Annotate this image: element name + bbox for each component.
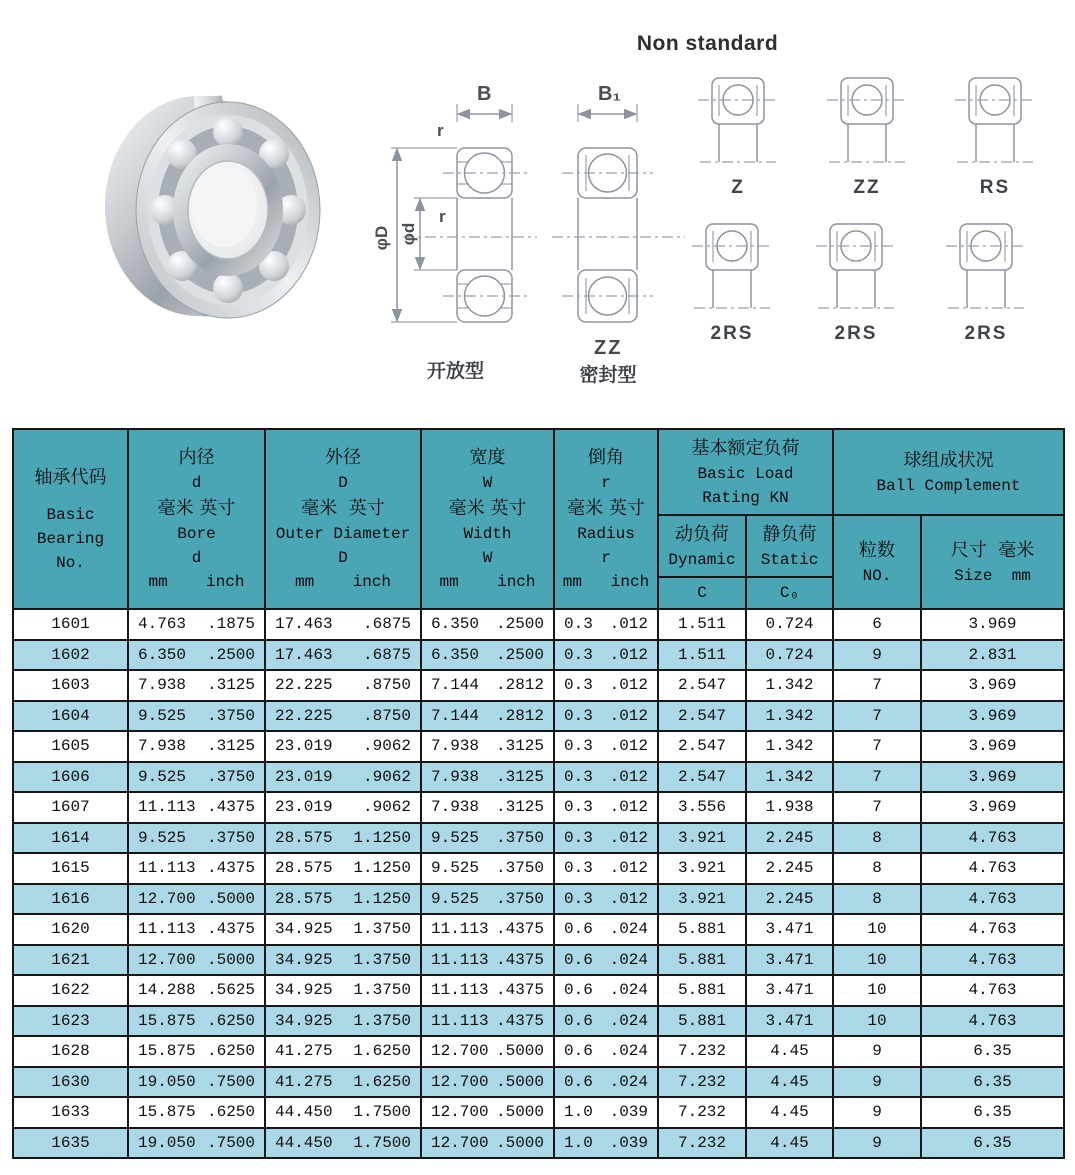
header-width-zh: 宽度: [469, 447, 506, 468]
cell-ball-size: 4.763: [921, 975, 1064, 1006]
variant-2rs-2-label: 2RS: [834, 323, 878, 344]
cell-ball-count: 9: [833, 640, 921, 671]
cell-dynamic-load: 7.232: [658, 1097, 746, 1128]
cell-width: 6.350 .2500: [421, 609, 554, 640]
cell-bearing-no: 1602: [13, 640, 128, 671]
header-outer-en: Outer Diameter: [275, 525, 411, 543]
cell-dynamic-load: 1.511: [658, 640, 746, 671]
cell-dynamic-load: 2.547: [658, 670, 746, 701]
cell-radius: 0.3 .012: [554, 884, 658, 915]
cell-static-load: 3.471: [746, 945, 833, 976]
header-radius-en: Radius: [577, 525, 635, 543]
cell-radius: 0.6 .024: [554, 1067, 658, 1098]
cell-outer-diameter: 23.019 .9062: [265, 762, 421, 793]
variant-2rs-3-label: 2RS: [964, 323, 1008, 344]
cell-ball-size: 3.969: [921, 670, 1064, 701]
cell-dynamic-load: 5.881: [658, 975, 746, 1006]
cell-bore: 14.288 .5625: [128, 975, 265, 1006]
cell-radius: 0.6 .024: [554, 1006, 658, 1037]
header-bore-zh: 内径: [178, 447, 215, 468]
cell-ball-size: 3.969: [921, 731, 1064, 762]
header-static: [746, 515, 833, 577]
cell-dynamic-load: 7.232: [658, 1036, 746, 1067]
cell-radius: 0.6 .024: [554, 975, 658, 1006]
cell-width: 11.113 .4375: [421, 975, 554, 1006]
cell-ball-count: 10: [833, 945, 921, 976]
cell-dynamic-load: 2.547: [658, 731, 746, 762]
cell-radius: 0.3 .012: [554, 823, 658, 854]
table-row: [13, 1036, 1064, 1067]
cell-bearing-no: 1615: [13, 853, 128, 884]
variant-zz: [827, 74, 907, 199]
non-standard-title: Non standard: [636, 32, 779, 55]
cell-bore: 12.700 .5000: [128, 945, 265, 976]
dim-phiD-label: φD: [372, 225, 391, 251]
cell-bearing-no: 1622: [13, 975, 128, 1006]
header-bore: [128, 429, 265, 609]
cell-width: 7.938 .3125: [421, 731, 554, 762]
cell-width: 9.525 .3750: [421, 823, 554, 854]
header-balls-en: Ball Complement: [876, 476, 1021, 495]
cell-width: 7.144 .2812: [421, 701, 554, 732]
cell-outer-diameter: 34.925 1.3750: [265, 914, 421, 945]
cell-bearing-no: 1605: [13, 731, 128, 762]
header-outer-diameter: [265, 429, 421, 609]
variant-2rs-3-drawing: [946, 220, 1026, 320]
header-balls-zh: 球组成状况: [903, 449, 994, 471]
cell-static-load: 4.45: [746, 1036, 833, 1067]
cell-static-load: 3.471: [746, 1006, 833, 1037]
sealed-zz-label: ZZ: [594, 337, 623, 359]
cell-dynamic-load: 2.547: [658, 762, 746, 793]
cell-radius: 0.3 .012: [554, 731, 658, 762]
bearing-photo-graphic: [105, 96, 320, 318]
cell-outer-diameter: 34.925 1.3750: [265, 1006, 421, 1037]
cell-bearing-no: 1616: [13, 884, 128, 915]
cell-dynamic-load: 3.921: [658, 884, 746, 915]
cell-ball-count: 8: [833, 823, 921, 854]
header-static-en: Static: [760, 550, 819, 569]
cell-static-load: 1.938: [746, 792, 833, 823]
header-width-sym2: W: [482, 549, 493, 567]
cell-width: 7.144 .2812: [421, 670, 554, 701]
cell-bearing-no: 1603: [13, 670, 128, 701]
cell-bore: 7.938 .3125: [128, 731, 265, 762]
cell-width: 12.700 .5000: [421, 1067, 554, 1098]
cell-outer-diameter: 44.450 1.7500: [265, 1097, 421, 1128]
cell-bore: 11.113 .4375: [128, 792, 265, 823]
cell-width: 9.525 .3750: [421, 853, 554, 884]
header-ball-size-zh: 尺寸 毫米: [950, 539, 1035, 561]
cell-dynamic-load: 1.511: [658, 609, 746, 640]
header-outer-units-en: mm inch: [294, 573, 391, 591]
cell-radius: 1.0 .039: [554, 1128, 658, 1159]
cell-ball-size: 3.969: [921, 701, 1064, 732]
variant-2rs-1-drawing: [692, 220, 772, 320]
cell-ball-count: 8: [833, 884, 921, 915]
variant-2rs-2-drawing: [816, 220, 896, 320]
variant-rs: [955, 74, 1035, 199]
cell-width: 7.938 .3125: [421, 762, 554, 793]
header-load-en1: Basic Load: [697, 464, 794, 483]
cell-bearing-no: 1601: [13, 609, 128, 640]
cell-bore: 4.763 .1875: [128, 609, 265, 640]
cell-ball-size: 4.763: [921, 853, 1064, 884]
table-row: [13, 975, 1064, 1006]
bearing-spec-table: [12, 428, 1065, 1159]
header-c-sym: C: [697, 584, 707, 602]
cell-dynamic-load: 5.881: [658, 914, 746, 945]
cell-ball-count: 6: [833, 609, 921, 640]
cell-radius: 0.3 .012: [554, 640, 658, 671]
cell-outer-diameter: 17.463 .6875: [265, 609, 421, 640]
header-ball-count: [833, 515, 921, 609]
header-bearing-no-en1: Basic: [46, 505, 95, 524]
header-bearing-no-zh: 轴承代码: [34, 466, 107, 488]
cell-static-load: 2.245: [746, 853, 833, 884]
cell-dynamic-load: 5.881: [658, 945, 746, 976]
header-ball-complement: [833, 429, 1064, 515]
header-bore-units-zh: 毫米 英寸: [157, 498, 236, 519]
cell-width: 11.113 .4375: [421, 1006, 554, 1037]
variant-zz-drawing: [827, 74, 907, 174]
header-radius-units-en: mm inch: [562, 573, 650, 591]
bearing-photo: [78, 68, 333, 353]
dim-B1-label: B₁: [598, 83, 621, 105]
header-bearing-no: [13, 429, 128, 609]
cell-bearing-no: 1620: [13, 914, 128, 945]
cell-ball-count: 9: [833, 1036, 921, 1067]
cell-ball-count: 9: [833, 1067, 921, 1098]
cell-dynamic-load: 2.547: [658, 701, 746, 732]
header-bearing-no-en2: Bearing: [36, 529, 105, 548]
cell-ball-count: 10: [833, 914, 921, 945]
cell-ball-count: 7: [833, 731, 921, 762]
cell-width: 11.113 .4375: [421, 914, 554, 945]
cell-bore: 15.875 .6250: [128, 1036, 265, 1067]
cell-width: 9.525 .3750: [421, 884, 554, 915]
cell-outer-diameter: 34.925 1.3750: [265, 945, 421, 976]
cell-radius: 0.6 .024: [554, 914, 658, 945]
header-radius-zh: 倒角: [588, 447, 624, 468]
cell-outer-diameter: 22.225 .8750: [265, 670, 421, 701]
header-c0: [746, 577, 833, 609]
header-bore-sym: d: [191, 474, 202, 492]
cell-static-load: 2.245: [746, 884, 833, 915]
header-load-rating: [658, 429, 833, 515]
cell-static-load: 4.45: [746, 1128, 833, 1159]
cell-dynamic-load: 5.881: [658, 1006, 746, 1037]
cell-width: 12.700 .5000: [421, 1036, 554, 1067]
header-c: [658, 577, 746, 609]
cell-ball-count: 7: [833, 701, 921, 732]
cell-radius: 0.3 .012: [554, 701, 658, 732]
table-row: [13, 853, 1064, 884]
cell-width: 11.113 .4375: [421, 945, 554, 976]
header-outer-units-zh: 毫米 英寸: [301, 498, 385, 519]
cell-ball-size: 4.763: [921, 945, 1064, 976]
cell-width: 6.350 .2500: [421, 640, 554, 671]
table-row: [13, 1006, 1064, 1037]
cell-ball-size: 6.35: [921, 1128, 1064, 1159]
dim-phid-label: φd: [399, 222, 418, 246]
dim-r-top-label: r: [437, 121, 444, 140]
header-outer-sym2: D: [338, 549, 348, 567]
table-row: [13, 640, 1064, 671]
cell-ball-count: 7: [833, 670, 921, 701]
table-row: [13, 914, 1064, 945]
cell-outer-diameter: 22.225 .8750: [265, 701, 421, 732]
header-bore-sym2: d: [191, 549, 202, 567]
cell-bearing-no: 1628: [13, 1036, 128, 1067]
cell-bore: 11.113 .4375: [128, 914, 265, 945]
variant-2rs-1-label: 2RS: [710, 323, 754, 344]
table-row: [13, 1067, 1064, 1098]
header-bore-en: Bore: [177, 525, 216, 543]
cell-bearing-no: 1635: [13, 1128, 128, 1159]
header-width-units-zh: 毫米 英寸: [448, 498, 527, 519]
cell-ball-count: 10: [833, 975, 921, 1006]
cell-ball-size: 3.969: [921, 792, 1064, 823]
cell-outer-diameter: 23.019 .9062: [265, 792, 421, 823]
cell-ball-size: 3.969: [921, 762, 1064, 793]
cell-bore: 6.350 .2500: [128, 640, 265, 671]
open-type-caption: 开放型: [426, 360, 484, 382]
header-width-units-en: mm inch: [439, 573, 536, 591]
cell-static-load: 1.342: [746, 670, 833, 701]
cell-static-load: 1.342: [746, 762, 833, 793]
variant-z-drawing: [698, 74, 778, 174]
header-bearing-no-en3: No.: [56, 553, 85, 572]
header-width-sym: W: [482, 474, 493, 492]
cell-bearing-no: 1623: [13, 1006, 128, 1037]
table-row: [13, 701, 1064, 732]
cell-width: 12.700 .5000: [421, 1128, 554, 1159]
cell-bore: 9.525 .3750: [128, 701, 265, 732]
cell-bore: 19.050 .7500: [128, 1067, 265, 1098]
cell-ball-count: 10: [833, 1006, 921, 1037]
header-radius: [554, 429, 658, 609]
header-ball-size: [921, 515, 1064, 609]
table-row: [13, 1128, 1064, 1159]
cell-ball-size: 4.763: [921, 914, 1064, 945]
table-row: [13, 670, 1064, 701]
variant-rs-label: RS: [979, 177, 1011, 198]
variant-rs-drawing: [955, 74, 1035, 174]
cell-outer-diameter: 44.450 1.7500: [265, 1128, 421, 1159]
cell-ball-size: 3.969: [921, 609, 1064, 640]
header-dynamic-en: Dynamic: [668, 550, 736, 569]
dim-r-mid-label: r: [439, 207, 446, 226]
table-row: [13, 792, 1064, 823]
illustration-area: [0, 0, 1075, 420]
variant-2rs-2: [816, 220, 896, 345]
cell-static-load: 2.245: [746, 823, 833, 854]
cell-static-load: 1.342: [746, 731, 833, 762]
cell-bore: 9.525 .3750: [128, 762, 265, 793]
cell-dynamic-load: 3.921: [658, 823, 746, 854]
dim-B-label: B: [477, 83, 492, 105]
header-outer-sym: D: [338, 474, 348, 492]
header-radius-sym: r: [601, 474, 611, 492]
cell-dynamic-load: 7.232: [658, 1067, 746, 1098]
spec-table-body: [13, 609, 1064, 1158]
variant-z: [698, 74, 778, 199]
sealed-type-drawing: [550, 70, 690, 400]
cell-dynamic-load: 7.232: [658, 1128, 746, 1159]
cell-outer-diameter: 41.275 1.6250: [265, 1036, 421, 1067]
cell-radius: 0.3 .012: [554, 762, 658, 793]
cell-bearing-no: 1621: [13, 945, 128, 976]
cell-outer-diameter: 23.019 .9062: [265, 731, 421, 762]
table-row: [13, 1097, 1064, 1128]
table-row: [13, 884, 1064, 915]
cell-radius: 0.3 .012: [554, 609, 658, 640]
cell-outer-diameter: 28.575 1.1250: [265, 853, 421, 884]
cell-static-load: 3.471: [746, 975, 833, 1006]
cell-radius: 0.6 .024: [554, 945, 658, 976]
cell-outer-diameter: 28.575 1.1250: [265, 884, 421, 915]
open-type-drawing: [345, 70, 555, 400]
header-ball-count-en: NO.: [862, 566, 892, 585]
cell-ball-count: 7: [833, 792, 921, 823]
cell-ball-size: 4.763: [921, 1006, 1064, 1037]
variant-z-label: Z: [731, 177, 745, 198]
cell-static-load: 1.342: [746, 701, 833, 732]
cell-ball-count: 9: [833, 1128, 921, 1159]
header-dynamic-zh: 动负荷: [675, 523, 729, 545]
cell-static-load: 0.724: [746, 640, 833, 671]
cell-outer-diameter: 28.575 1.1250: [265, 823, 421, 854]
variant-2rs-3: [946, 220, 1026, 345]
cell-bore: 7.938 .3125: [128, 670, 265, 701]
variant-2rs-1: [692, 220, 772, 345]
cell-radius: 0.3 .012: [554, 792, 658, 823]
cell-bore: 15.875 .6250: [128, 1006, 265, 1037]
cell-static-load: 4.45: [746, 1067, 833, 1098]
cell-width: 12.700 .5000: [421, 1097, 554, 1128]
header-c0-sym: C₀: [779, 584, 800, 602]
cell-static-load: 3.471: [746, 914, 833, 945]
spec-table-header: [13, 429, 1064, 609]
header-bore-units-en: mm inch: [148, 573, 245, 591]
variant-zz-label: ZZ: [853, 177, 881, 198]
cell-bore: 11.113 .4375: [128, 853, 265, 884]
cell-ball-size: 6.35: [921, 1067, 1064, 1098]
cell-bearing-no: 1614: [13, 823, 128, 854]
table-row: [13, 945, 1064, 976]
table-row: [13, 609, 1064, 640]
cell-outer-diameter: 41.275 1.6250: [265, 1067, 421, 1098]
header-dynamic: [658, 515, 746, 577]
cell-ball-size: 6.35: [921, 1097, 1064, 1128]
cell-ball-size: 2.831: [921, 640, 1064, 671]
header-width-en: Width: [463, 525, 512, 543]
cell-bore: 15.875 .6250: [128, 1097, 265, 1128]
cell-static-load: 0.724: [746, 609, 833, 640]
cell-ball-count: 7: [833, 762, 921, 793]
cell-bearing-no: 1607: [13, 792, 128, 823]
cell-radius: 0.3 .012: [554, 670, 658, 701]
header-load-en2: Rating KN: [702, 488, 789, 507]
header-static-zh: 静负荷: [762, 523, 817, 545]
header-radius-units-zh: 毫米 英寸: [567, 498, 645, 519]
cell-ball-size: 4.763: [921, 823, 1064, 854]
cell-bearing-no: 1630: [13, 1067, 128, 1098]
table-row: [13, 823, 1064, 854]
cell-outer-diameter: 17.463 .6875: [265, 640, 421, 671]
cell-static-load: 4.45: [746, 1097, 833, 1128]
sealed-type-caption: 密封型: [579, 364, 637, 386]
cell-bearing-no: 1633: [13, 1097, 128, 1128]
header-radius-sym2: r: [601, 549, 611, 567]
cell-radius: 0.3 .012: [554, 853, 658, 884]
table-row: [13, 731, 1064, 762]
cell-bore: 9.525 .3750: [128, 823, 265, 854]
table-row: [13, 762, 1064, 793]
header-ball-count-zh: 粒数: [859, 539, 895, 561]
cell-ball-size: 6.35: [921, 1036, 1064, 1067]
cell-dynamic-load: 3.921: [658, 853, 746, 884]
cell-bore: 19.050 .7500: [128, 1128, 265, 1159]
header-width: [421, 429, 554, 609]
cell-width: 7.938 .3125: [421, 792, 554, 823]
cell-ball-count: 9: [833, 1097, 921, 1128]
cell-bearing-no: 1606: [13, 762, 128, 793]
cell-radius: 1.0 .039: [554, 1097, 658, 1128]
cell-ball-count: 8: [833, 853, 921, 884]
cell-outer-diameter: 34.925 1.3750: [265, 975, 421, 1006]
cell-bore: 12.700 .5000: [128, 884, 265, 915]
cell-ball-size: 4.763: [921, 884, 1064, 915]
cell-radius: 0.6 .024: [554, 1036, 658, 1067]
header-ball-size-en: Size mm: [954, 566, 1031, 585]
cell-bearing-no: 1604: [13, 701, 128, 732]
cell-dynamic-load: 3.556: [658, 792, 746, 823]
header-load-zh: 基本额定负荷: [691, 437, 800, 459]
header-outer-zh: 外径: [325, 447, 361, 468]
